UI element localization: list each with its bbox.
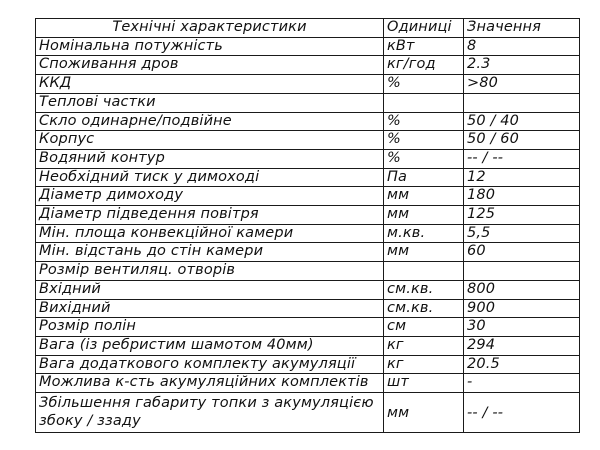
row-value: 20.5 bbox=[464, 355, 580, 374]
row-name: Збільшення габариту топки з акумуляцією збоку / ззаду bbox=[36, 393, 384, 433]
specifications-table bbox=[35, 18, 580, 433]
row-name: Необхідний тиск у димоході bbox=[36, 168, 384, 187]
row-value: - bbox=[464, 374, 580, 393]
row-unit: кг bbox=[384, 355, 464, 374]
row-value: 30 bbox=[464, 318, 580, 337]
row-name: Корпус bbox=[36, 131, 384, 150]
row-name: Теплові частки bbox=[36, 93, 384, 112]
table-row bbox=[36, 75, 580, 94]
header-value: Значення bbox=[464, 19, 580, 38]
row-value: 125 bbox=[464, 206, 580, 225]
row-name: Скло одинарне/подвійне bbox=[36, 112, 384, 131]
row-name: Вихідний bbox=[36, 299, 384, 318]
row-value: 60 bbox=[464, 243, 580, 262]
table-row bbox=[36, 112, 580, 131]
row-value: 800 bbox=[464, 280, 580, 299]
table-row bbox=[36, 168, 580, 187]
row-unit: кг bbox=[384, 336, 464, 355]
row-unit bbox=[384, 262, 464, 281]
row-value: 2.3 bbox=[464, 56, 580, 75]
row-value: 12 bbox=[464, 168, 580, 187]
table-row bbox=[36, 206, 580, 225]
row-value: 180 bbox=[464, 187, 580, 206]
row-unit: кг/год bbox=[384, 56, 464, 75]
table-row bbox=[36, 299, 580, 318]
table-row bbox=[36, 131, 580, 150]
row-value: 50 / 60 bbox=[464, 131, 580, 150]
table-row bbox=[36, 224, 580, 243]
row-value bbox=[464, 93, 580, 112]
row-unit: см.кв. bbox=[384, 299, 464, 318]
row-name: Розмір полін bbox=[36, 318, 384, 337]
row-name: Мін. відстань до стін камери bbox=[36, 243, 384, 262]
row-unit: % bbox=[384, 149, 464, 168]
table-row bbox=[36, 393, 580, 433]
row-name: Діаметр димоходу bbox=[36, 187, 384, 206]
row-value: -- / -- bbox=[464, 393, 580, 433]
row-unit: Па bbox=[384, 168, 464, 187]
row-name: ККД bbox=[36, 75, 384, 94]
header-unit: Одиниці bbox=[384, 19, 464, 38]
row-name: Можлива к-сть акумуляційних комплектів bbox=[36, 374, 384, 393]
table-row bbox=[36, 187, 580, 206]
row-unit: мм bbox=[384, 243, 464, 262]
table-row bbox=[36, 280, 580, 299]
table-row bbox=[36, 243, 580, 262]
row-name: Вхідний bbox=[36, 280, 384, 299]
row-value: >80 bbox=[464, 75, 580, 94]
row-name: Розмір вентиляц. отворів bbox=[36, 262, 384, 281]
row-unit: см bbox=[384, 318, 464, 337]
table-row bbox=[36, 93, 580, 112]
table-row bbox=[36, 262, 580, 281]
table-row bbox=[36, 336, 580, 355]
table-row bbox=[36, 318, 580, 337]
header-characteristic: Технічні характеристики bbox=[36, 19, 384, 38]
row-name: Споживання дров bbox=[36, 56, 384, 75]
table-row bbox=[36, 56, 580, 75]
table-row bbox=[36, 149, 580, 168]
row-name: Водяний контур bbox=[36, 149, 384, 168]
row-unit: см.кв. bbox=[384, 280, 464, 299]
row-name: Діаметр підведення повітря bbox=[36, 206, 384, 225]
row-unit: мм bbox=[384, 393, 464, 433]
row-value: 5,5 bbox=[464, 224, 580, 243]
row-name: Вага (із ребристим шамотом 40мм) bbox=[36, 336, 384, 355]
row-value: 294 bbox=[464, 336, 580, 355]
row-value: 8 bbox=[464, 37, 580, 56]
row-unit: кВт bbox=[384, 37, 464, 56]
row-unit bbox=[384, 93, 464, 112]
row-unit: мм bbox=[384, 206, 464, 225]
row-unit: м.кв. bbox=[384, 224, 464, 243]
row-name: Мін. площа конвекційної камери bbox=[36, 224, 384, 243]
row-unit: % bbox=[384, 112, 464, 131]
table-row bbox=[36, 374, 580, 393]
row-value: -- / -- bbox=[464, 149, 580, 168]
row-name: Вага додаткового комплекту акумуляції bbox=[36, 355, 384, 374]
table-row bbox=[36, 355, 580, 374]
row-unit: % bbox=[384, 131, 464, 150]
row-unit: % bbox=[384, 75, 464, 94]
row-value bbox=[464, 262, 580, 281]
row-value: 900 bbox=[464, 299, 580, 318]
row-unit: мм bbox=[384, 187, 464, 206]
row-value: 50 / 40 bbox=[464, 112, 580, 131]
row-name: Номінальна потужність bbox=[36, 37, 384, 56]
table-row bbox=[36, 37, 580, 56]
row-unit: шт bbox=[384, 374, 464, 393]
table-header-row bbox=[36, 19, 580, 38]
